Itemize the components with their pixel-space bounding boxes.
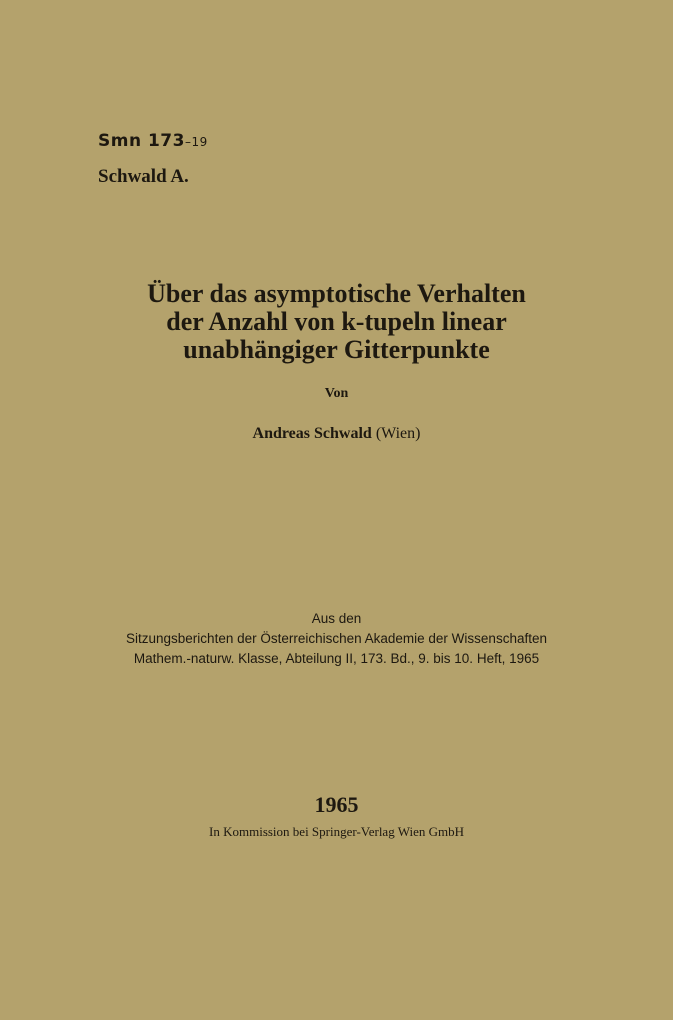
publisher: In Kommission bei Springer-Verlag Wien GmbH: [209, 824, 464, 839]
title-line: unabhängiger Gitterpunkte: [183, 335, 490, 364]
call-number-suffix: –19: [184, 135, 208, 149]
source-citation: [0, 609, 673, 669]
title-line: der Anzahl von k-tupeln linear: [166, 307, 507, 336]
author-name: Andreas Schwald: [252, 425, 372, 442]
author-location: (Wien): [375, 425, 421, 442]
call-number-main: Smn 173: [98, 131, 185, 151]
publication-year: 1965: [314, 792, 359, 817]
source-line: Sitzungsberichten der Österreichischen Akademie der Wissenschaften: [126, 631, 547, 646]
author: [0, 425, 673, 443]
title-line: Über das asymptotische Verhalten: [147, 279, 526, 308]
page-title: [0, 280, 673, 364]
source-line: Mathem.-naturw. Klasse, Abteilung II, 173. Bd., 9. bis 10. Heft, 1965: [133, 651, 540, 666]
by-label: Von: [324, 386, 349, 401]
author-short: Schwald A.: [98, 166, 189, 187]
call-number: [98, 131, 208, 151]
source-line: Aus den: [311, 611, 362, 626]
